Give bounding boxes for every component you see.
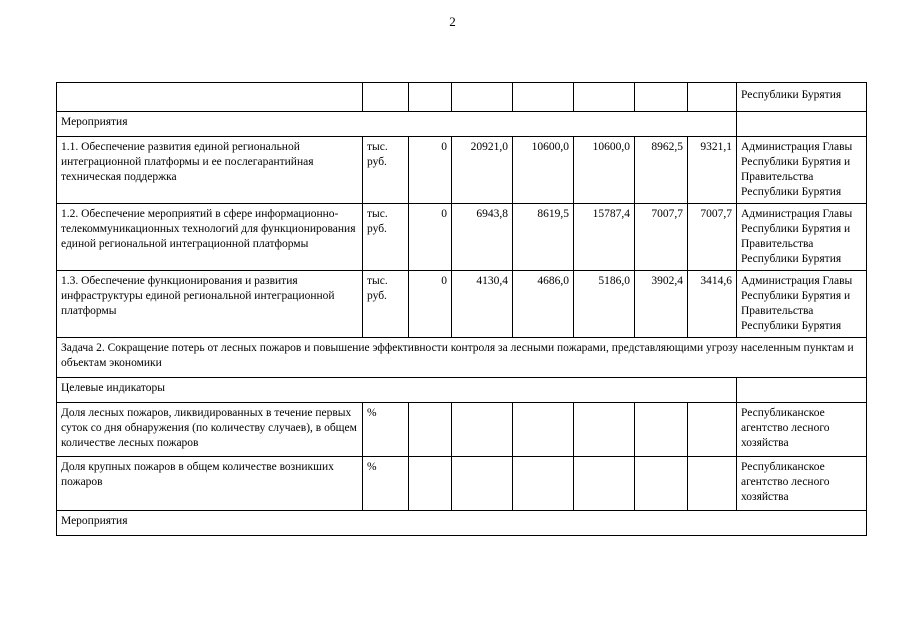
value-cell: 8962,5 bbox=[635, 137, 688, 204]
executor-cell: Республиканское агентство лесного хозяйства bbox=[737, 403, 867, 457]
activity-name: 1.3. Обеспечение функционирования и развития инфраструктуры единой региональной интеграционной платформы bbox=[57, 271, 363, 338]
section-heading: Мероприятия bbox=[57, 511, 867, 536]
unit-cell: тыс. руб. bbox=[363, 137, 409, 204]
value-cell: 7007,7 bbox=[635, 204, 688, 271]
table-cell bbox=[409, 403, 452, 457]
executor-cell: Администрация Главы Республики Бурятия и Правительства Республики Бурятия bbox=[737, 204, 867, 271]
value-cell: 4130,4 bbox=[452, 271, 513, 338]
executor-cell: Администрация Главы Республики Бурятия и Правительства Республики Бурятия bbox=[737, 137, 867, 204]
unit-cell: % bbox=[363, 403, 409, 457]
table-row bbox=[57, 271, 867, 338]
executor-cell: Республиканское агентство лесного хозяйства bbox=[737, 457, 867, 511]
table-cell bbox=[688, 83, 737, 112]
value-cell: 8619,5 bbox=[513, 204, 574, 271]
table-row bbox=[57, 204, 867, 271]
value-cell: 9321,1 bbox=[688, 137, 737, 204]
section-heading: Целевые индикаторы bbox=[57, 378, 737, 403]
value-cell: 20921,0 bbox=[452, 137, 513, 204]
table-cell bbox=[688, 403, 737, 457]
table-cell bbox=[363, 83, 409, 112]
executor-cell: Администрация Главы Республики Бурятия и Правительства Республики Бурятия bbox=[737, 271, 867, 338]
value-cell: 5186,0 bbox=[574, 271, 635, 338]
program-table bbox=[56, 82, 867, 536]
table-row bbox=[57, 137, 867, 204]
value-cell: 3902,4 bbox=[635, 271, 688, 338]
activity-name: 1.1. Обеспечение развития единой региональной интеграционной платформы и ее послегарантийная техническая поддержка bbox=[57, 137, 363, 204]
section-heading: Мероприятия bbox=[57, 112, 737, 137]
table-cell bbox=[737, 112, 867, 137]
activity-name: 1.2. Обеспечение мероприятий в сфере информационно-телекоммуникационных технологий для функционирования единой региональной интеграционной платформы bbox=[57, 204, 363, 271]
table-row bbox=[57, 83, 867, 112]
table-row bbox=[57, 457, 867, 511]
table-cell bbox=[635, 403, 688, 457]
unit-cell: % bbox=[363, 457, 409, 511]
table-cell bbox=[635, 83, 688, 112]
table-cell bbox=[574, 403, 635, 457]
value-cell: 0 bbox=[409, 271, 452, 338]
table-cell bbox=[57, 83, 363, 112]
table-row bbox=[57, 403, 867, 457]
table-cell bbox=[574, 83, 635, 112]
table-cell bbox=[513, 403, 574, 457]
table-cell bbox=[409, 83, 452, 112]
value-cell: 4686,0 bbox=[513, 271, 574, 338]
value-cell: 10600,0 bbox=[513, 137, 574, 204]
section-row bbox=[57, 112, 867, 137]
value-cell: 6943,8 bbox=[452, 204, 513, 271]
indicator-name: Доля крупных пожаров в общем количестве возникших пожаров bbox=[57, 457, 363, 511]
indicator-name: Доля лесных пожаров, ликвидированных в течение первых суток со дня обнаружения (по количеству случаев), в общем количестве лесных пожаров bbox=[57, 403, 363, 457]
section-row bbox=[57, 511, 867, 536]
table-cell bbox=[452, 83, 513, 112]
table-cell bbox=[737, 378, 867, 403]
executor-cell: Республики Бурятия bbox=[737, 83, 867, 112]
table-cell bbox=[688, 457, 737, 511]
value-cell: 15787,4 bbox=[574, 204, 635, 271]
table-cell bbox=[513, 83, 574, 112]
value-cell: 0 bbox=[409, 204, 452, 271]
page-number: 2 bbox=[449, 14, 456, 29]
value-cell: 0 bbox=[409, 137, 452, 204]
value-cell: 7007,7 bbox=[688, 204, 737, 271]
table-cell bbox=[513, 457, 574, 511]
table-cell bbox=[452, 403, 513, 457]
unit-cell: тыс. руб. bbox=[363, 271, 409, 338]
table-cell bbox=[409, 457, 452, 511]
table-cell bbox=[574, 457, 635, 511]
table-cell bbox=[635, 457, 688, 511]
section-row bbox=[57, 338, 867, 378]
section-row bbox=[57, 378, 867, 403]
task-heading: Задача 2. Сокращение потерь от лесных пожаров и повышение эффективности контроля за лесными пожарами, представляющими угрозу населенным пунктам и объектам экономики bbox=[57, 338, 867, 378]
unit-cell: тыс. руб. bbox=[363, 204, 409, 271]
value-cell: 3414,6 bbox=[688, 271, 737, 338]
value-cell: 10600,0 bbox=[574, 137, 635, 204]
table-cell bbox=[452, 457, 513, 511]
